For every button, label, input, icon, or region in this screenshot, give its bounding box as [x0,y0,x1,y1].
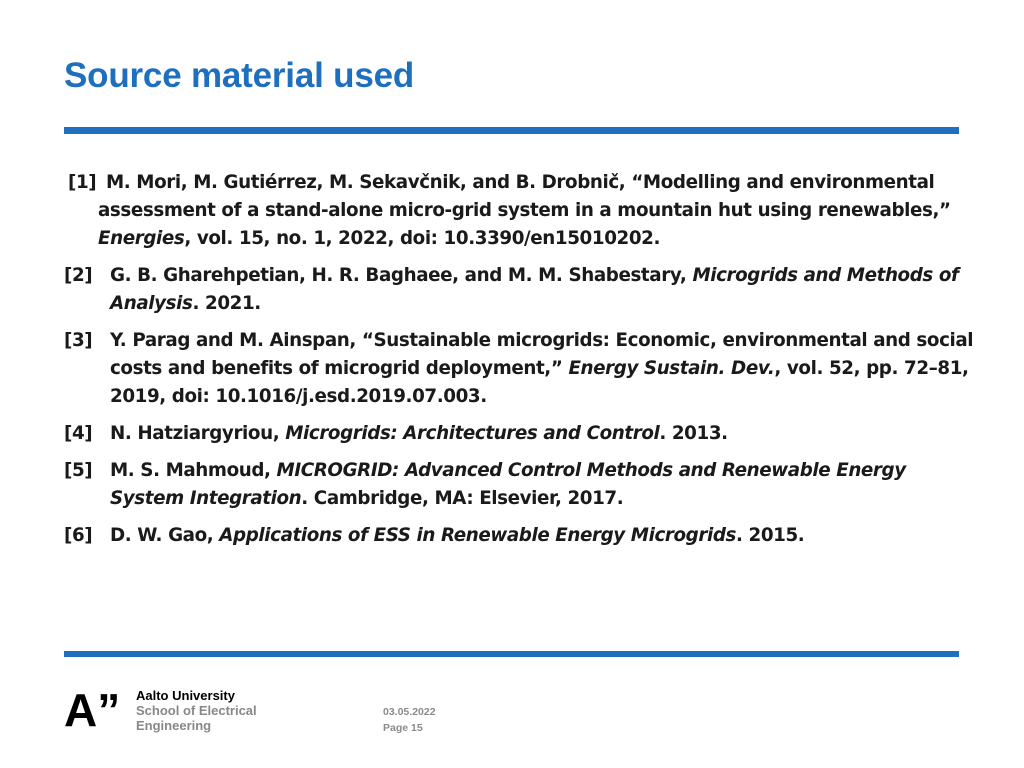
reference-title-cont: costs and benefits of microgrid deployment,” [110,358,569,379]
reference-list [64,169,976,559]
reference-authors: M. S. Mahmoud, [110,460,277,481]
aalto-logo-text [136,688,257,733]
reference-year: . 2013. [659,423,728,444]
reference-details: , vol. 52, pp. 72–81, [774,358,969,379]
reference-text-line: assessment of a stand-alone micro-grid system in a mountain hut using renewables,” [98,200,951,221]
reference-text-line: 2019, doi: 10.1016/j.esd.2019.07.003. [110,386,487,407]
reference-text-line [110,522,976,550]
reference-book-title: MICROGRID: Advanced Control Methods and Renewable Energy [276,460,906,481]
reference-text-line [110,262,976,290]
aalto-logo-mark: A” [64,684,121,736]
reference-year: . 2021. [192,293,261,314]
reference-authors: D. W. Gao, [110,525,220,546]
reference-journal: Energy Sustain. Dev. [568,358,775,379]
reference-text-line [110,355,976,383]
slide-meta [383,704,436,736]
reference-item-1 [64,169,976,253]
reference-number: [1] [68,172,97,193]
reference-item-6 [64,522,976,550]
reference-book-title-cont: System Integration [110,488,302,509]
reference-item-4 [64,420,976,448]
reference-year: . 2015. [736,525,805,546]
reference-number: [2] [64,265,93,286]
reference-authors: G. B. Gharehpetian, H. R. Baghaee, and M. M. Shabestary, [110,265,693,286]
reference-text-line [98,225,976,253]
reference-book-title: Microgrids and Methods of [692,265,959,286]
reference-text-line: M. Mori, M. Gutiérrez, M. Sekavčnik, and B. Drobnič, “Modelling and environmental [106,172,935,193]
reference-text-line [110,457,976,485]
reference-number: [4] [64,423,93,444]
reference-publisher: . Cambridge, MA: Elsevier, 2017. [301,488,624,509]
slide-title: Source material used [64,56,415,95]
school-name-line2: Engineering [136,718,212,733]
title-divider [64,127,959,134]
reference-number: [6] [64,525,93,546]
school-name-line1: School of Electrical [136,703,257,718]
reference-text-line [110,485,976,513]
reference-details: , vol. 15, no. 1, 2022, doi: 10.3390/en15010202. [184,228,661,249]
slide-date: 03.05.2022 [383,706,436,718]
reference-book-title: Applications of ESS in Renewable Energy Microgrids [219,525,736,546]
reference-journal: Energies [98,228,185,249]
slide-page-number: Page 15 [383,722,423,734]
reference-number: [5] [64,460,93,481]
reference-item-5 [64,457,976,513]
footer-divider [64,651,959,657]
reference-item-3 [64,327,976,411]
reference-book-title-cont: Analysis [110,293,193,314]
reference-text-line [110,290,976,318]
reference-text-line: Y. Parag and M. Ainspan, “Sustainable microgrids: Economic, environmental and social [110,330,974,351]
reference-text-line [110,420,976,448]
reference-number: [3] [64,330,93,351]
reference-book-title: Microgrids: Architectures and Control [285,423,660,444]
reference-authors: N. Hatziargyriou, [110,423,286,444]
reference-item-2 [64,262,976,318]
university-name: Aalto University [136,688,235,703]
